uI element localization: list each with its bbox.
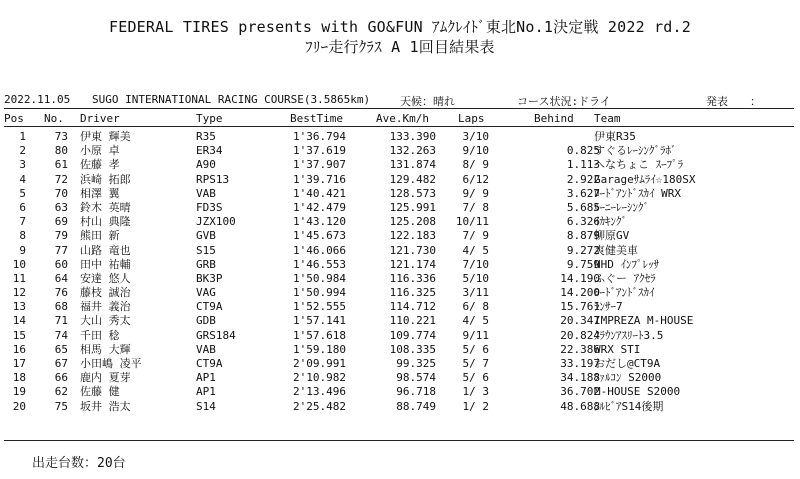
cell-behind: 1.113: [566, 158, 600, 172]
header-type: Type: [196, 112, 223, 125]
table-row: [0, 158, 800, 172]
cell-car-type: VAG: [196, 286, 216, 300]
cell-team-name: ｼﾙﾋﾞｱS14後期: [594, 399, 664, 413]
cell-pos: 19: [12, 385, 26, 399]
cell-car-type: VAB: [196, 342, 216, 356]
cell-pos: 5: [19, 186, 26, 200]
cell-laps: 4/ 5: [462, 314, 489, 328]
cell-pos: 14: [12, 314, 26, 328]
cell-avg-speed: 128.573: [389, 186, 436, 200]
cell-avg-speed: 125.991: [389, 200, 436, 214]
cell-car-number: 60: [54, 257, 68, 271]
header-avg-speed: Ave.Km/h: [376, 112, 429, 125]
cell-behind: 6.326: [566, 215, 600, 229]
header-behind: Behind: [534, 112, 574, 125]
cell-car-number: 64: [54, 271, 68, 285]
cell-avg-speed: 129.482: [389, 172, 436, 186]
cell-behind: 34.188: [560, 371, 600, 385]
cell-best-time: 1'57.618: [293, 328, 346, 342]
cell-avg-speed: 88.749: [396, 399, 436, 413]
cell-behind: 3.627: [566, 186, 600, 200]
footer-rule: [4, 440, 794, 441]
results-subtitle: ﾌﾘｰ走行ｸﾗｽ A 1回目結果表: [305, 38, 495, 56]
cell-car-type: GDB: [196, 314, 216, 328]
cell-driver-name: 小原 卓: [80, 144, 120, 158]
cell-team-name: ｸﾗｳﾝｱｽﾘｰﾄ3.5: [594, 328, 664, 342]
cell-driver-name: 相馬 大輝: [80, 342, 131, 356]
cell-pos: 17: [12, 357, 26, 370]
cell-driver-name: 熊田 新: [80, 229, 120, 243]
cell-car-type: FD3S: [196, 200, 223, 214]
cell-avg-speed: 98.574: [396, 371, 436, 385]
cell-team-name: IMPREZA M-HOUSE: [594, 314, 694, 328]
cell-car-number: 67: [54, 357, 68, 370]
cell-team-name: ｲｶｷﾝｸﾞ: [594, 215, 627, 229]
cell-behind: 14.200: [560, 286, 600, 300]
cell-car-type: AP1: [196, 371, 216, 385]
cell-pos: 9: [19, 243, 26, 257]
cell-car-number: 68: [54, 300, 68, 314]
cell-car-type: S14: [196, 399, 216, 413]
table-row: [0, 329, 800, 343]
table-row: [0, 258, 800, 272]
cell-pos: 7: [19, 215, 26, 229]
cell-avg-speed: 116.336: [389, 271, 436, 285]
cell-avg-speed: 96.718: [396, 385, 436, 399]
cell-car-number: 73: [54, 130, 68, 143]
cell-laps: 3/11: [462, 286, 489, 300]
cell-driver-name: 田中 祐輔: [80, 257, 131, 271]
cell-pos: 18: [12, 371, 26, 385]
table-row: [0, 314, 800, 328]
cell-car-number: 80: [54, 144, 68, 158]
cell-laps: 4/ 5: [462, 243, 489, 257]
cell-laps: 9/10: [462, 144, 489, 158]
cell-car-type: GRS184: [196, 328, 236, 342]
cell-behind: 0.825: [566, 144, 600, 158]
table-row: [0, 130, 800, 144]
cell-best-time: 1'37.907: [293, 158, 346, 172]
cell-best-time: 1'36.794: [293, 130, 346, 143]
header-laps: Laps: [458, 112, 485, 125]
cell-driver-name: 鈴木 英晴: [80, 200, 131, 214]
cell-pos: 15: [12, 328, 26, 342]
cell-driver-name: 山路 竜也: [80, 243, 131, 257]
cell-best-time: 1'39.716: [293, 172, 346, 186]
table-row: [0, 385, 800, 399]
cell-car-number: 77: [54, 243, 68, 257]
cell-laps: 5/ 7: [462, 357, 489, 370]
cell-best-time: 1'46.553: [293, 257, 346, 271]
cell-driver-name: 大山 秀太: [80, 314, 131, 328]
cell-team-name: ﾌｧﾙｺﾝ S2000: [594, 371, 662, 385]
cell-best-time: 2'25.482: [293, 399, 346, 413]
weather-status: 天候：晴れ: [400, 95, 455, 108]
cell-car-number: 75: [54, 399, 68, 413]
cell-laps: 9/11: [462, 328, 489, 342]
cell-pos: 1: [19, 130, 26, 143]
header-pos: Pos: [4, 112, 24, 125]
cell-avg-speed: 116.325: [389, 286, 436, 300]
cell-laps: 6/ 8: [462, 300, 489, 314]
cell-best-time: 1'50.994: [293, 286, 346, 300]
cell-pos: 20: [12, 399, 26, 413]
cell-team-name: ﾗﾝｻｰ7: [594, 300, 623, 314]
cell-car-type: A90: [196, 158, 216, 172]
cell-laps: 7/ 9: [462, 229, 489, 243]
table-row: [0, 244, 800, 258]
cell-team-name: 爽健美車: [594, 243, 638, 257]
event-date: 2022.11.05: [4, 93, 71, 106]
cell-pos: 8: [19, 229, 26, 243]
cell-driver-name: 安達 悠人: [80, 271, 131, 285]
cell-pos: 12: [12, 286, 26, 300]
cell-team-name: M-HOUSE S2000: [594, 385, 681, 399]
cell-car-number: 70: [54, 186, 68, 200]
cell-pos: 11: [12, 271, 26, 285]
cell-avg-speed: 132.263: [389, 144, 436, 158]
table-row: [0, 173, 800, 187]
cell-driver-name: 相澤 翼: [80, 186, 120, 200]
cell-driver-name: 浜崎 拓郎: [80, 172, 131, 186]
cell-car-number: 69: [54, 215, 68, 229]
table-row: [0, 371, 800, 385]
cell-car-number: 63: [54, 200, 68, 214]
cell-avg-speed: 99.325: [396, 357, 436, 370]
cell-laps: 6/12: [462, 172, 489, 186]
cell-pos: 13: [12, 300, 26, 314]
cell-car-type: GVB: [196, 229, 216, 243]
cell-avg-speed: 121.730: [389, 243, 436, 257]
cell-laps: 3/10: [462, 130, 489, 143]
cell-team-name: WRX STI: [594, 342, 641, 356]
cell-driver-name: 藤枝 誠治: [80, 286, 131, 300]
cell-car-type: S15: [196, 243, 216, 257]
table-row: [0, 187, 800, 201]
cell-car-number: 66: [54, 371, 68, 385]
cell-car-type: AP1: [196, 385, 216, 399]
cell-behind: 36.702: [560, 385, 600, 399]
cell-car-type: CT9A: [196, 357, 223, 370]
cell-laps: 7/10: [462, 257, 489, 271]
cell-car-type: ER34: [196, 144, 223, 158]
cell-best-time: 1'52.555: [293, 300, 346, 314]
cell-behind: 33.197: [560, 357, 600, 370]
cell-laps: 5/10: [462, 271, 489, 285]
table-row: [0, 215, 800, 229]
cell-car-number: 74: [54, 328, 68, 342]
header-no: No.: [44, 112, 64, 125]
cell-best-time: 2'09.991: [293, 357, 346, 370]
cell-car-number: 79: [54, 229, 68, 243]
cell-laps: 7/ 8: [462, 200, 489, 214]
cell-laps: 5/ 6: [462, 342, 489, 356]
results-table: [0, 130, 800, 414]
cell-driver-name: 小田嶋 凌平: [80, 357, 142, 370]
cell-best-time: 1'45.673: [293, 229, 346, 243]
cell-pos: 16: [12, 342, 26, 356]
cell-behind: 9.759: [566, 257, 600, 271]
header-driver: Driver: [80, 112, 120, 125]
cell-avg-speed: 122.183: [389, 229, 436, 243]
cell-avg-speed: 131.874: [389, 158, 436, 172]
cell-best-time: 1'40.421: [293, 186, 346, 200]
cell-best-time: 1'50.984: [293, 271, 346, 285]
cell-driver-name: 坂井 浩太: [80, 399, 131, 413]
cell-behind: 20.824: [560, 328, 600, 342]
cell-car-type: CT9A: [196, 300, 223, 314]
table-row: [0, 300, 800, 314]
header-team: Team: [594, 112, 621, 125]
cell-car-type: R35: [196, 130, 216, 143]
cell-behind: 8.879: [566, 229, 600, 243]
cell-behind: 9.272: [566, 243, 600, 257]
cell-car-type: GRB: [196, 257, 216, 271]
cell-laps: 1/ 2: [462, 399, 489, 413]
cell-team-name: Garageｻﾑﾗｲ☆180SX: [594, 172, 696, 186]
cell-driver-name: 千田 稔: [80, 328, 120, 342]
cell-car-number: 65: [54, 342, 68, 356]
table-row: [0, 400, 800, 414]
course-name: SUGO INTERNATIONAL RACING COURSE(3.5865km): [92, 93, 371, 106]
cell-team-name: NHD ｲﾝﾌﾟﾚｯｻ: [594, 257, 659, 271]
results-title: FEDERAL TIRES presents with GO&FUN ｱﾑｸﾚｲﾄﾞ東北No.1決定戦 2022 rd.2: [108, 18, 691, 36]
header-besttime: BestTime: [290, 112, 343, 125]
cell-pos: 2: [19, 144, 26, 158]
cell-best-time: 2'13.496: [293, 385, 346, 399]
cell-best-time: 1'57.141: [293, 314, 346, 328]
cell-avg-speed: 114.712: [389, 300, 436, 314]
cell-behind: 48.688: [560, 399, 600, 413]
cell-behind: 22.386: [560, 342, 600, 356]
table-row: [0, 201, 800, 215]
cell-avg-speed: 110.221: [389, 314, 436, 328]
cell-laps: 8/ 9: [462, 158, 489, 172]
course-condition: コース状況:ドライ: [517, 95, 611, 108]
cell-avg-speed: 133.390: [389, 130, 436, 143]
cell-avg-speed: 109.774: [389, 328, 436, 342]
cell-behind: 20.347: [560, 314, 600, 328]
table-row: [0, 229, 800, 243]
cell-laps: 9/ 9: [462, 186, 489, 200]
table-row: [0, 357, 800, 371]
cell-car-number: 62: [54, 385, 68, 399]
cell-avg-speed: 121.174: [389, 257, 436, 271]
cell-team-name: ふぐー ｱｸｾﾗ: [594, 271, 656, 285]
cell-best-time: 1'43.120: [293, 215, 346, 229]
cell-pos: 10: [12, 257, 26, 271]
header-top-rule: [4, 108, 794, 109]
cell-pos: 6: [19, 200, 26, 214]
cell-behind: 2.922: [566, 172, 600, 186]
cell-team-name: すぐるﾚｰｼﾝｸﾞﾗﾎﾞ: [594, 144, 677, 158]
cell-driver-name: 村山 典隆: [80, 215, 131, 229]
cell-car-type: RPS13: [196, 172, 230, 186]
cell-best-time: 1'59.180: [293, 342, 346, 356]
cell-car-number: 71: [54, 314, 68, 328]
cell-team-name: へなちょこ ｽｰﾌﾟﾗ: [594, 158, 684, 172]
cell-team-name: ﾛｰﾄﾞｱﾝﾄﾞｽｶｲ WRX: [594, 186, 681, 200]
cell-avg-speed: 108.335: [389, 342, 436, 356]
cell-team-name: ﾛｰﾄﾞｱﾝﾄﾞｽｶｲ: [594, 286, 655, 300]
table-row: [0, 272, 800, 286]
cell-team-name: 柳原GV: [594, 229, 630, 243]
cell-pos: 3: [19, 158, 26, 172]
cell-pos: 4: [19, 172, 26, 186]
cell-car-type: VAB: [196, 186, 216, 200]
cell-team-name: ﾙｰﾆｰﾚｰｼﾝｸﾞ: [594, 200, 649, 214]
cell-driver-name: 佐藤 健: [80, 385, 120, 399]
cell-driver-name: 佐藤 孝: [80, 158, 120, 172]
cell-team-name: おだし@CT9A: [594, 357, 661, 370]
cell-avg-speed: 125.208: [389, 215, 436, 229]
cell-best-time: 1'42.479: [293, 200, 346, 214]
cell-behind: 5.685: [566, 200, 600, 214]
cell-laps: 1/ 3: [462, 385, 489, 399]
cell-driver-name: 伊東 輝美: [80, 130, 131, 143]
cell-behind: 14.190: [560, 271, 600, 285]
cell-best-time: 1'37.619: [293, 144, 346, 158]
cell-car-number: 72: [54, 172, 68, 186]
cell-laps: 5/ 6: [462, 371, 489, 385]
cell-team-name: 伊東R35: [594, 130, 636, 143]
table-row: [0, 286, 800, 300]
header-bottom-rule: [4, 126, 794, 127]
starters-count: 出走台数：20台: [32, 456, 126, 471]
cell-best-time: 1'46.066: [293, 243, 346, 257]
cell-behind: 15.761: [560, 300, 600, 314]
cell-driver-name: 福井 義治: [80, 300, 131, 314]
cell-driver-name: 鹿内 夏芽: [80, 371, 131, 385]
cell-best-time: 2'10.982: [293, 371, 346, 385]
table-row: [0, 144, 800, 158]
cell-car-number: 61: [54, 158, 68, 172]
cell-car-type: JZX100: [196, 215, 236, 229]
cell-car-number: 76: [54, 286, 68, 300]
cell-car-type: BK3P: [196, 271, 223, 285]
cell-laps: 10/11: [455, 215, 489, 229]
announcement-time: 発表 ：: [706, 95, 761, 108]
table-row: [0, 343, 800, 357]
